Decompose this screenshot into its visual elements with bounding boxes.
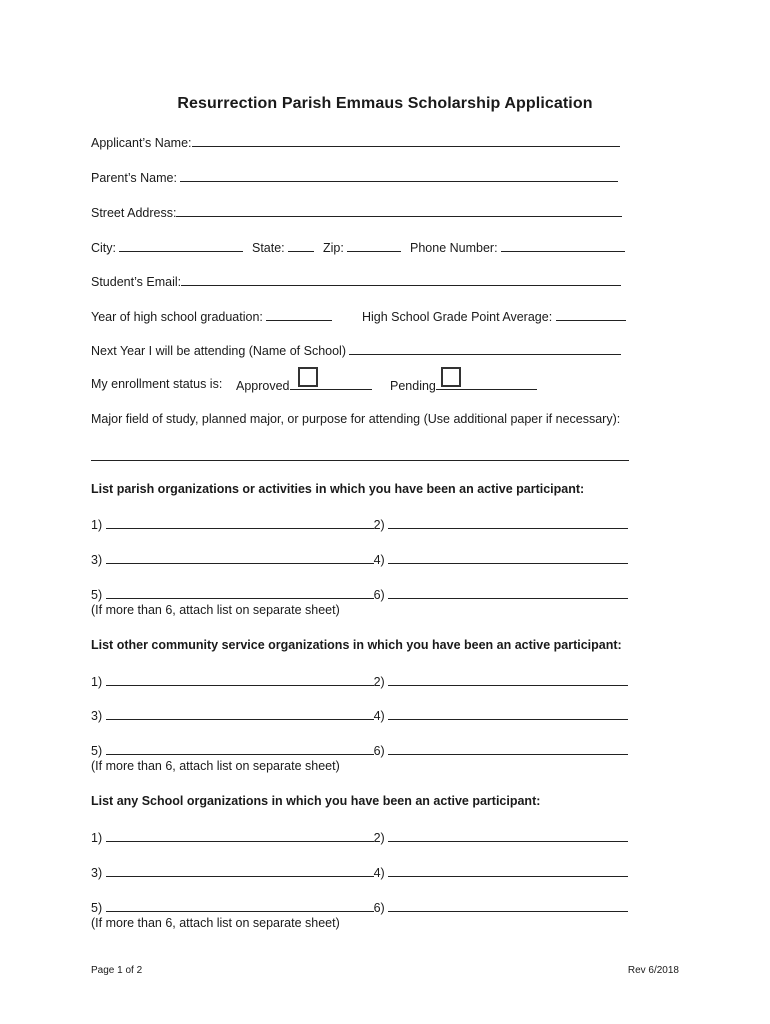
community-item-1-field[interactable] xyxy=(106,673,374,686)
zip-field[interactable] xyxy=(347,239,401,252)
item-number: 5) xyxy=(91,901,103,915)
street-address-field[interactable] xyxy=(176,204,622,217)
city-label: City: xyxy=(91,241,116,255)
major-label: Major field of study, planned major, or purpose for attending (Use additional paper if necessary): xyxy=(91,412,621,426)
item-number: 1) xyxy=(91,518,103,532)
parish-item-1-field[interactable] xyxy=(106,516,374,529)
gpa-row xyxy=(362,308,626,325)
parent-name-row xyxy=(91,169,618,186)
item-number: 3) xyxy=(91,553,103,567)
city-field[interactable] xyxy=(119,239,243,252)
gpa-field[interactable] xyxy=(556,308,626,321)
revision-date: Rev 6/2018 xyxy=(627,965,679,976)
applicant-name-field[interactable] xyxy=(192,134,620,147)
gpa-label: High School Grade Point Average: xyxy=(362,310,553,324)
item-number: 2) xyxy=(373,518,385,532)
school-item-2-field[interactable] xyxy=(388,829,628,842)
community-item-5-field[interactable] xyxy=(106,742,374,755)
city-row xyxy=(91,239,243,256)
parent-name-field[interactable] xyxy=(180,169,618,182)
school-item-3-field[interactable] xyxy=(106,864,374,877)
grad-year-row xyxy=(91,308,332,325)
approved-checkbox[interactable] xyxy=(298,367,318,387)
school-item-5-field[interactable] xyxy=(106,899,374,912)
phone-field[interactable] xyxy=(501,239,625,252)
item-number: 4) xyxy=(373,709,385,723)
parish-item-5 xyxy=(91,586,628,603)
item-number: 4) xyxy=(373,553,385,567)
page-number: Page 1 of 2 xyxy=(91,965,143,976)
zip-label: Zip: xyxy=(323,241,344,255)
parish-item-5-field[interactable] xyxy=(106,586,374,599)
school-item-4-field[interactable] xyxy=(388,864,628,877)
school-item-3 xyxy=(91,864,628,881)
grad-year-label: Year of high school graduation: xyxy=(91,310,263,324)
community-item-3 xyxy=(91,707,628,724)
school-item-1-field[interactable] xyxy=(106,829,374,842)
student-email-row xyxy=(91,273,621,290)
item-number: 5) xyxy=(91,588,103,602)
community-item-2-field[interactable] xyxy=(388,673,628,686)
next-school-label: Next Year I will be attending (Name of School) xyxy=(91,344,346,358)
next-school-field[interactable] xyxy=(349,342,621,355)
pending-label: Pending xyxy=(390,379,436,393)
street-address-label: Street Address: xyxy=(91,206,177,220)
phone-row xyxy=(410,239,625,256)
state-row xyxy=(252,239,314,256)
parish-item-3 xyxy=(91,551,628,568)
page-title: Resurrection Parish Emmaus Scholarship Application xyxy=(177,95,593,112)
state-label: State: xyxy=(252,241,285,255)
major-row xyxy=(91,412,620,427)
zip-row xyxy=(323,239,401,256)
school-heading: List any School organizations in which you have been an active participant: xyxy=(91,794,541,808)
school-note: (If more than 6, attach list on separate sheet) xyxy=(91,916,340,930)
community-item-1 xyxy=(91,673,628,690)
school-item-6-field[interactable] xyxy=(388,899,628,912)
state-field[interactable] xyxy=(288,239,314,252)
enrollment-label: My enrollment status is: xyxy=(91,377,223,391)
item-number: 5) xyxy=(91,744,103,758)
student-email-label: Student’s Email: xyxy=(91,275,182,289)
parish-item-1 xyxy=(91,516,628,533)
item-number: 6) xyxy=(373,901,385,915)
school-item-5 xyxy=(91,899,628,916)
next-school-row xyxy=(91,342,621,359)
item-number: 1) xyxy=(91,675,103,689)
community-item-4-field[interactable] xyxy=(388,707,628,720)
item-number: 6) xyxy=(373,588,385,602)
community-item-5 xyxy=(91,742,628,759)
pending-checkbox[interactable] xyxy=(441,367,461,387)
applicant-name-label: Applicant’s Name: xyxy=(91,136,192,150)
pending-row xyxy=(390,377,537,394)
parish-item-3-field[interactable] xyxy=(106,551,374,564)
item-number: 2) xyxy=(373,675,385,689)
school-item-1 xyxy=(91,829,628,846)
enrollment-row xyxy=(91,377,222,392)
parish-heading: List parish organizations or activities in which you have been an active participant: xyxy=(91,482,585,496)
major-field[interactable] xyxy=(91,448,629,461)
community-heading: List other community service organizations in which you have been an active participant: xyxy=(91,638,622,652)
item-number: 3) xyxy=(91,866,103,880)
item-number: 3) xyxy=(91,709,103,723)
parish-item-6-field[interactable] xyxy=(388,586,628,599)
applicant-name-row xyxy=(91,134,620,151)
phone-label: Phone Number: xyxy=(410,241,498,255)
item-number: 4) xyxy=(373,866,385,880)
item-number: 1) xyxy=(91,831,103,845)
item-number: 6) xyxy=(373,744,385,758)
parish-item-4-field[interactable] xyxy=(388,551,628,564)
student-email-field[interactable] xyxy=(181,273,621,286)
community-note: (If more than 6, attach list on separate sheet) xyxy=(91,759,340,773)
item-number: 2) xyxy=(373,831,385,845)
grad-year-field[interactable] xyxy=(266,308,332,321)
parent-name-label: Parent’s Name: xyxy=(91,171,177,185)
community-item-6-field[interactable] xyxy=(388,742,628,755)
street-address-row xyxy=(91,204,622,221)
approved-label: Approved xyxy=(236,379,290,393)
parish-note: (If more than 6, attach list on separate sheet) xyxy=(91,603,340,617)
parish-item-2-field[interactable] xyxy=(388,516,628,529)
community-item-3-field[interactable] xyxy=(106,707,374,720)
